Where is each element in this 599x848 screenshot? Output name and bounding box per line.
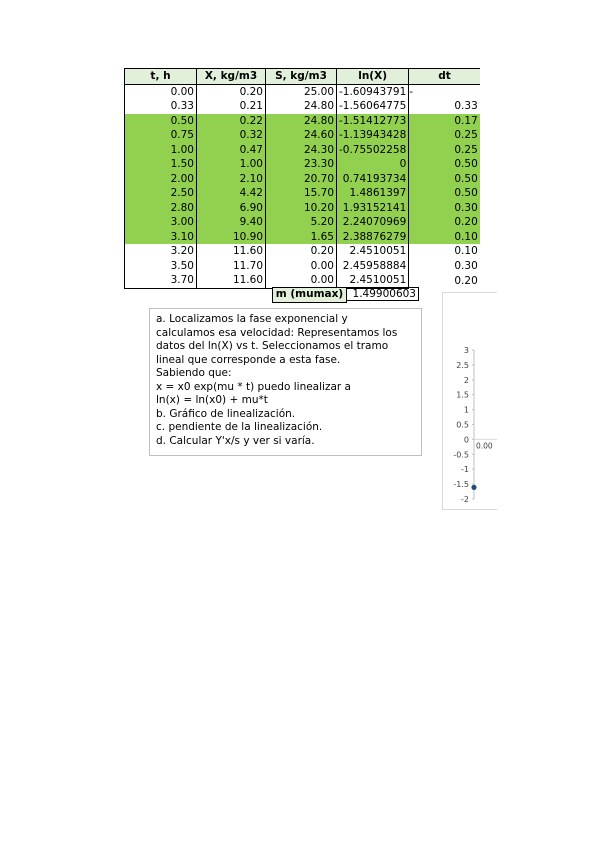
mumax-label[interactable]: m (mumax) <box>272 287 347 303</box>
y-tick-label: -1 <box>461 465 469 475</box>
header-dt[interactable]: dt <box>409 69 480 85</box>
cell-dt[interactable]: 0.25 <box>409 128 480 143</box>
cell-t[interactable]: 2.50 <box>125 186 197 201</box>
cell-t[interactable]: 1.50 <box>125 157 197 172</box>
cell-s[interactable]: 5.20 <box>266 215 337 230</box>
cell-t[interactable]: 1.00 <box>125 143 197 158</box>
cell-dt[interactable]: 0.33 <box>409 99 480 114</box>
cell-t[interactable]: 0.50 <box>125 114 197 129</box>
cell-t[interactable]: 0.75 <box>125 128 197 143</box>
instruction-line: a. Localizamos la fase exponencial y <box>156 313 348 325</box>
cell-x[interactable]: 10.90 <box>197 230 266 245</box>
table-row <box>125 128 480 143</box>
cell-s[interactable]: 0.00 <box>266 259 337 274</box>
cell-t[interactable]: 3.00 <box>125 215 197 230</box>
cell-t[interactable]: 3.20 <box>125 244 197 259</box>
cell-lnx[interactable]: 2.4510051 <box>337 273 409 288</box>
instructions-textbox[interactable] <box>149 308 422 456</box>
cell-s[interactable]: 25.00 <box>266 84 337 99</box>
table-row <box>125 273 480 288</box>
cell-lnx[interactable]: 2.24070969 <box>337 215 409 230</box>
table-row <box>125 230 480 245</box>
instruction-line: lineal que corresponde a esta fase. <box>156 353 341 366</box>
table-row <box>125 143 480 158</box>
cell-x[interactable]: 11.60 <box>197 244 266 259</box>
cell-x[interactable]: 11.60 <box>197 273 266 288</box>
cell-lnx[interactable]: 0 <box>337 157 409 172</box>
header-t[interactable]: t, h <box>125 69 197 85</box>
cell-s[interactable]: 1.65 <box>266 230 337 245</box>
y-tick-label: 1 <box>463 405 469 415</box>
cell-dt[interactable]: 0.30 <box>409 259 480 274</box>
cell-x[interactable]: 0.47 <box>197 143 266 158</box>
cell-dt[interactable]: 0.20 <box>409 273 480 288</box>
cell-lnx[interactable]: 1.4861397 <box>337 186 409 201</box>
y-tick-label: 3 <box>463 346 469 355</box>
cell-lnx[interactable]: -1.60943791 <box>337 84 409 99</box>
instruction-line: calculamos esa velocidad: Representamos los <box>156 326 398 339</box>
y-tick-label: 0 <box>463 435 469 445</box>
cell-dt[interactable]: 0.10 <box>409 244 480 259</box>
table-row <box>125 172 480 187</box>
table-row <box>125 215 480 230</box>
cell-t[interactable]: 2.80 <box>125 201 197 216</box>
table-row <box>125 244 480 259</box>
data-table <box>124 68 480 289</box>
y-tick-label: 2.5 <box>456 360 469 370</box>
cell-x[interactable]: 0.32 <box>197 128 266 143</box>
cell-s[interactable]: 23.30 <box>266 157 337 172</box>
instruction-line: datos del ln(X) vs t. Seleccionamos el tramo <box>156 340 389 352</box>
header-s[interactable]: S, kg/m3 <box>266 69 337 85</box>
cell-lnx[interactable]: 2.38876279 <box>337 230 409 245</box>
cell-x[interactable]: 2.10 <box>197 172 266 187</box>
x-tick-label: 0.00 <box>476 441 493 451</box>
cell-s[interactable]: 24.80 <box>266 114 337 129</box>
cell-x[interactable]: 0.21 <box>197 99 266 114</box>
y-tick-label: 2 <box>463 375 469 385</box>
header-lnx[interactable]: ln(X) <box>337 69 409 85</box>
instruction-line: d. Calcular Y'x/s y ver si varía. <box>156 434 315 447</box>
cell-lnx[interactable]: 0.74193734 <box>337 172 409 187</box>
cell-s[interactable]: 0.20 <box>266 244 337 259</box>
cell-lnx[interactable]: 2.45958884 <box>337 259 409 274</box>
table-row <box>125 84 480 99</box>
cell-dt[interactable]: - <box>409 84 480 99</box>
cell-dt[interactable]: 0.50 <box>409 172 480 187</box>
cell-dt[interactable]: 0.25 <box>409 143 480 158</box>
cell-s[interactable]: 24.60 <box>266 128 337 143</box>
cell-lnx[interactable]: -1.51412773 <box>337 114 409 129</box>
table-row <box>125 259 480 274</box>
cell-x[interactable]: 6.90 <box>197 201 266 216</box>
data-point[interactable] <box>471 485 476 490</box>
cell-dt[interactable]: 0.17 <box>409 114 480 129</box>
mumax-value[interactable]: 1.49900603 <box>347 287 419 301</box>
cell-t[interactable]: 0.33 <box>125 99 197 114</box>
cell-t[interactable]: 3.70 <box>125 273 197 288</box>
y-tick-label: -1.5 <box>453 480 469 490</box>
instruction-line: x = x0 exp(mu * t) puedo linealizar a <box>156 380 351 393</box>
cell-s[interactable]: 24.30 <box>266 143 337 158</box>
y-tick-label: -0.5 <box>453 450 469 460</box>
instruction-line: b. Gráfico de linealización. <box>156 407 296 420</box>
table-row <box>125 157 480 172</box>
cell-x[interactable]: 11.70 <box>197 259 266 274</box>
table-row <box>125 186 480 201</box>
y-tick-label: 0.5 <box>456 420 469 430</box>
cell-t[interactable]: 0.00 <box>125 84 197 99</box>
cell-t[interactable]: 3.10 <box>125 230 197 245</box>
instruction-line: ln(x) = ln(x0) + mu*t <box>156 394 268 406</box>
cell-lnx[interactable]: -1.56064775 <box>337 99 409 114</box>
cell-x[interactable]: 1.00 <box>197 157 266 172</box>
header-row <box>125 69 480 85</box>
cell-s[interactable]: 15.70 <box>266 186 337 201</box>
header-x[interactable]: X, kg/m3 <box>197 69 266 85</box>
cell-t[interactable]: 2.00 <box>125 172 197 187</box>
cell-lnx[interactable]: 2.4510051 <box>337 244 409 259</box>
cell-dt[interactable]: 0.50 <box>409 186 480 201</box>
cell-x[interactable]: 0.22 <box>197 114 266 129</box>
cell-x[interactable]: 0.20 <box>197 84 266 99</box>
cell-s[interactable]: 0.00 <box>266 273 337 288</box>
cell-dt[interactable]: 0.50 <box>409 157 480 172</box>
linearization-chart[interactable] <box>442 292 502 508</box>
cell-lnx[interactable]: 1.93152141 <box>337 201 409 216</box>
cell-x[interactable]: 4.42 <box>197 186 266 201</box>
cell-x[interactable]: 9.40 <box>197 215 266 230</box>
cell-s[interactable]: 20.70 <box>266 172 337 187</box>
table-row <box>125 114 480 129</box>
instruction-line: c. pendiente de la linealización. <box>156 421 323 433</box>
cell-lnx[interactable]: -1.13943428 <box>337 128 409 143</box>
y-tick-label: 1.5 <box>456 390 469 400</box>
instruction-line: Sabiendo que: <box>156 367 232 379</box>
page-right-margin <box>497 0 599 848</box>
table-row <box>125 99 480 114</box>
table-row <box>125 201 480 216</box>
cell-dt[interactable]: 0.10 <box>409 230 480 245</box>
cell-dt[interactable]: 0.30 <box>409 201 480 216</box>
cell-dt[interactable]: 0.20 <box>409 215 480 230</box>
cell-s[interactable]: 10.20 <box>266 201 337 216</box>
cell-lnx[interactable]: -0.75502258 <box>337 143 409 158</box>
cell-t[interactable]: 3.50 <box>125 259 197 274</box>
y-tick-label: -2 <box>461 495 469 504</box>
cell-s[interactable]: 24.80 <box>266 99 337 114</box>
